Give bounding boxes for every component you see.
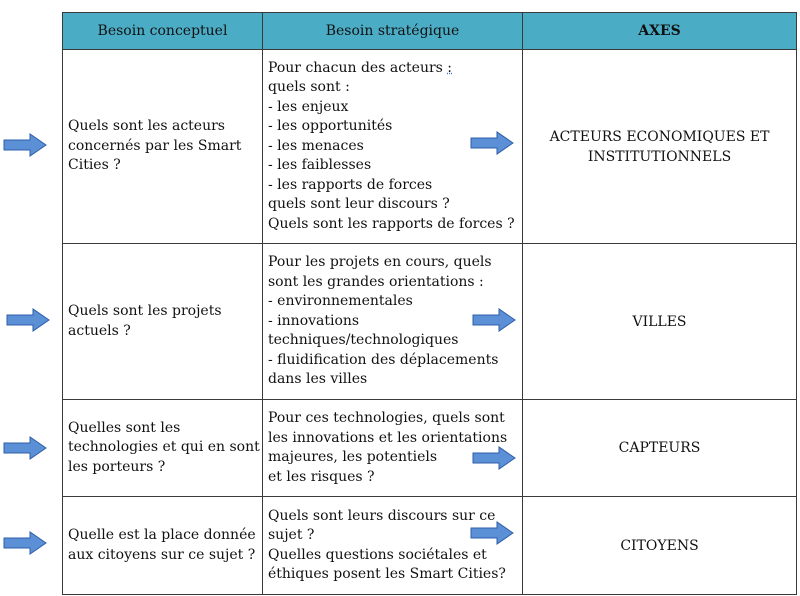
question-line: Cities ? xyxy=(68,157,121,174)
strategic-line: - les rapports de forces xyxy=(268,176,433,193)
strategic-line: Quelles questions sociétales et xyxy=(268,546,487,563)
right-arrow-icon xyxy=(6,308,50,332)
strategic-line: Quels sont les rapports de forces ? xyxy=(268,215,515,232)
right-arrow-icon xyxy=(470,131,514,155)
header-besoin-strategique: Besoin stratégique xyxy=(263,13,523,50)
right-arrow-icon xyxy=(3,133,47,157)
question-line: Quels sont les acteurs xyxy=(68,118,225,135)
right-arrow-icon xyxy=(472,308,516,332)
strategic-line: dans les villes xyxy=(268,371,368,388)
strategic-line: sont les grandes orientations : xyxy=(268,273,484,290)
strategic-line: Pour les projets en cours, quels xyxy=(268,254,492,271)
strategic-line: Quels sont leurs discours sur ce xyxy=(268,507,496,524)
strategic-line: quels sont : xyxy=(268,79,350,96)
table-row xyxy=(63,50,797,244)
axis-cell xyxy=(523,50,797,244)
needs-table xyxy=(62,12,797,595)
strategic-line: - les enjeux xyxy=(268,98,349,115)
question-line: les porteurs ? xyxy=(68,458,166,475)
question-line: Quelle est la place donnée xyxy=(68,527,256,543)
header-axes: AXES xyxy=(523,13,797,50)
axis-line: ACTEURS ECONOMIQUES ET xyxy=(549,128,770,145)
question-cell xyxy=(63,497,263,595)
question-line: concernés par les Smart xyxy=(68,137,242,154)
strategic-line: éthiques posent les Smart Cities? xyxy=(268,566,506,582)
strategic-line: Pour chacun des acteurs : xyxy=(268,59,453,76)
table-header-row xyxy=(63,13,797,50)
question-cell xyxy=(63,400,263,497)
table-row xyxy=(63,497,797,595)
strategic-line: majeures, les potentiels xyxy=(268,449,438,465)
right-arrow-icon xyxy=(3,531,47,555)
table-row xyxy=(63,244,797,400)
strategic-line: quels sont leur discours ? xyxy=(268,196,450,213)
question-line: aux citoyens sur ce sujet ? xyxy=(68,546,256,563)
question-line: Quelles sont les xyxy=(68,419,181,436)
question-line: actuels ? xyxy=(68,322,131,339)
right-arrow-icon xyxy=(3,436,47,460)
axis-line: INSTITUTIONNELS xyxy=(587,148,732,165)
question-cell xyxy=(63,50,263,244)
strategic-line: techniques/technologiques xyxy=(268,332,459,349)
spellcheck-mark: : xyxy=(447,59,453,76)
question-line: Quels sont les projets xyxy=(68,303,222,319)
right-arrow-icon xyxy=(472,446,516,470)
table-row xyxy=(63,400,797,497)
axis-cell xyxy=(523,497,797,595)
header-besoin-conceptuel: Besoin conceptuel xyxy=(63,13,263,50)
strategic-line: - environnementales xyxy=(268,293,413,310)
right-arrow-icon xyxy=(470,521,514,545)
axis-cell xyxy=(523,244,797,400)
strategic-line: - les menaces xyxy=(268,137,364,154)
strategic-line: - les faiblesses xyxy=(268,157,372,174)
strategic-line: - fluidification des déplacements xyxy=(268,351,499,368)
axis-line: VILLES xyxy=(632,313,687,330)
axis-line: CITOYENS xyxy=(620,537,699,554)
strategic-cell xyxy=(263,497,523,595)
question-cell xyxy=(63,244,263,400)
axis-line: CAPTEURS xyxy=(618,440,701,456)
strategic-line: sujet ? xyxy=(268,527,315,543)
strategic-line: - les opportunités xyxy=(268,118,393,135)
strategic-line: et les risques ? xyxy=(268,468,375,485)
strategic-line: les innovations et les orientations xyxy=(268,429,508,446)
strategic-line: Pour ces technologies, quels sont xyxy=(268,410,505,426)
axis-cell xyxy=(523,400,797,497)
question-line: technologies et qui en sont xyxy=(68,439,260,456)
strategic-line: - innovations xyxy=(268,312,360,329)
